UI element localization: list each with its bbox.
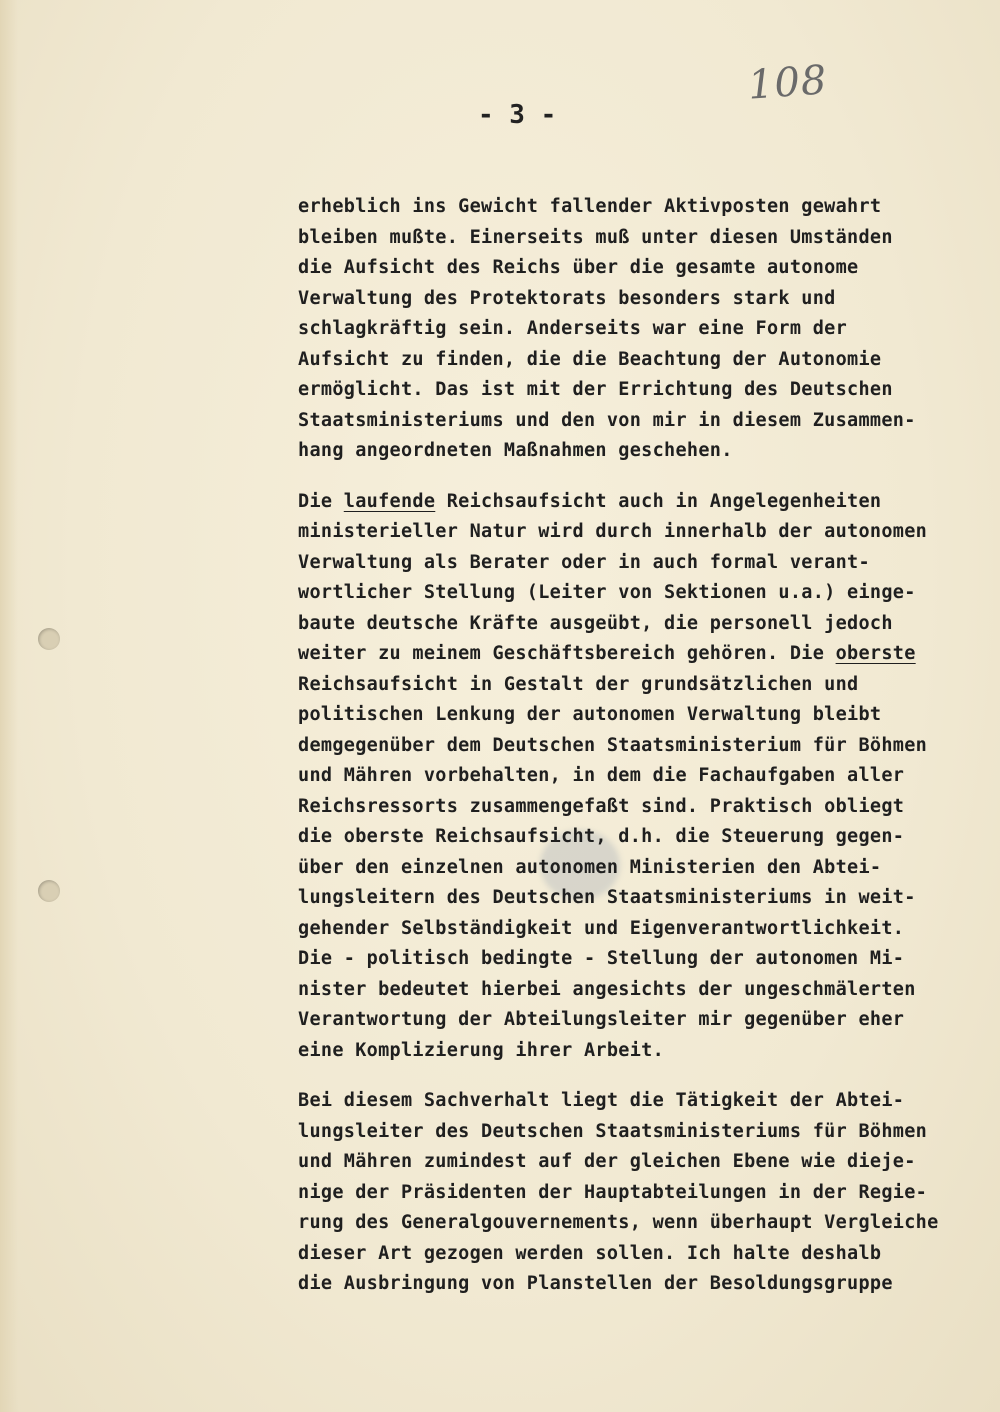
text-line: die Ausbringung von Planstellen der Besoldungsgruppe xyxy=(298,1273,893,1294)
text-line: Reichsressorts zusammengefaßt sind. Praktisch obliegt xyxy=(298,795,905,817)
text-line: und Mähren vorbehalten, in dem die Fachaufgaben aller xyxy=(298,765,905,786)
text-line: die oberste Reichsaufsicht, d.h. die Steuerung gegen- xyxy=(298,826,905,847)
document-body xyxy=(298,192,973,1300)
paragraph-3 xyxy=(298,1086,973,1300)
text-line: über den einzelnen autonomen Ministerien den Abtei- xyxy=(298,856,882,878)
text-line: schlagkräftig sein. Anderseits war eine Form der xyxy=(298,318,848,339)
paragraph-1 xyxy=(298,192,973,467)
text-line: Verwaltung des Protektorats besonders stark und xyxy=(298,287,836,309)
text-line: Bei diesem Sachverhalt liegt die Tätigkeit der Abtei- xyxy=(298,1090,905,1111)
text-line: bleiben mußte. Einerseits muß unter diesen Umständen xyxy=(298,226,893,248)
punch-hole xyxy=(38,628,60,650)
text-line: Verwaltung als Berater oder in auch formal verant- xyxy=(298,551,870,573)
text-line: Reichsaufsicht in Gestalt der grundsätzlichen und xyxy=(298,673,859,695)
handwritten-folio-number: 108 xyxy=(746,57,829,109)
page-number: - 3 - xyxy=(478,100,557,130)
underlined-word: oberste xyxy=(835,643,916,664)
text-line: demgegenüber dem Deutschen Staatsministerium für Böhmen xyxy=(298,734,928,756)
text-line: die Aufsicht des Reichs über die gesamte autonome xyxy=(298,257,859,278)
text-line: Die laufende Reichsaufsicht auch in Angelegenheiten xyxy=(298,490,882,512)
text-line: rung des Generalgouvernements, wenn überhaupt Vergleiche xyxy=(298,1212,939,1233)
text-line: Aufsicht zu finden, die die Beachtung der Autonomie xyxy=(298,348,882,370)
text-line: lungsleitern des Deutschen Staatsministeriums in weit- xyxy=(298,887,916,908)
paper-edge xyxy=(0,0,18,1412)
text-line: und Mähren zumindest auf der gleichen Ebene wie dieje- xyxy=(298,1151,916,1172)
text-line: Staatsministeriums und den von mir in diesem Zusammen- xyxy=(298,409,916,431)
text-line: lungsleiter des Deutschen Staatsministeriums für Böhmen xyxy=(298,1120,928,1142)
text-line: Die - politisch bedingte - Stellung der autonomen Mi- xyxy=(298,948,905,969)
text-line: nister bedeutet hierbei angesichts der ungeschmälerten xyxy=(298,978,916,1000)
paragraph-2 xyxy=(298,487,973,1067)
underlined-word: laufende xyxy=(343,490,436,512)
text-line: weiter zu meinem Geschäftsbereich gehören. Die oberste xyxy=(298,643,916,664)
text-line: Verantwortung der Abteilungsleiter mir gegenüber eher xyxy=(298,1009,905,1030)
text-line: erheblich ins Gewicht fallender Aktivposten gewahrt xyxy=(298,196,882,217)
text-line: politischen Lenkung der autonomen Verwaltung bleibt xyxy=(298,704,882,725)
text-line: baute deutsche Kräfte ausgeübt, die personell jedoch xyxy=(298,612,893,634)
text-line: ermöglicht. Das ist mit der Errichtung des Deutschen xyxy=(298,379,893,400)
text-line: hang angeordneten Maßnahmen geschehen. xyxy=(298,440,733,461)
text-line: ministerieller Natur wird durch innerhalb der autonomen xyxy=(298,521,928,542)
text-line: eine Komplizierung ihrer Arbeit. xyxy=(298,1039,665,1061)
text-line: dieser Art gezogen werden sollen. Ich halte deshalb xyxy=(298,1242,882,1264)
text-line: gehender Selbständigkeit und Eigenverantwortlichkeit. xyxy=(298,917,905,939)
punch-hole xyxy=(38,880,60,902)
text-line: wortlicher Stellung (Leiter von Sektionen u.a.) einge- xyxy=(298,582,916,603)
text-line: nige der Präsidenten der Hauptabteilungen in der Regie- xyxy=(298,1181,928,1203)
